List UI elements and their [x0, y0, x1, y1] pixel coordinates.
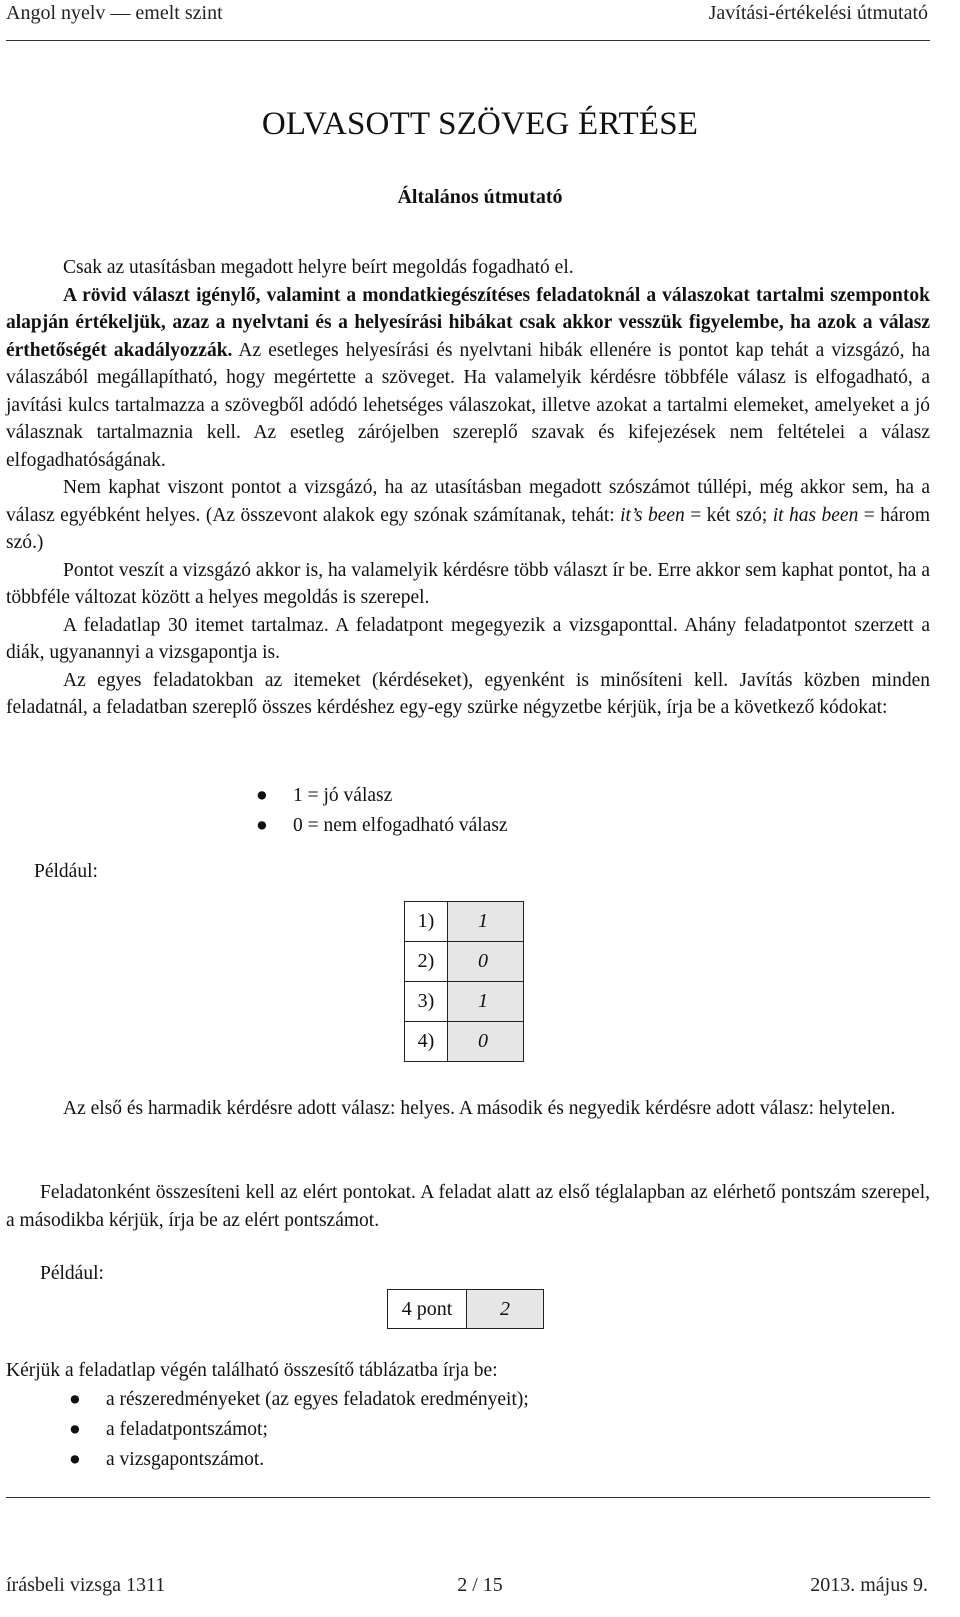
paragraph-3-b: = két szó; — [684, 504, 773, 526]
item-number: 4) — [405, 1022, 448, 1062]
footer-left: írásbeli vizsga 1311 — [6, 1574, 166, 1596]
table-row — [405, 902, 524, 942]
bullet-icon: ● — [69, 1449, 81, 1470]
example-label: Például: — [34, 861, 98, 882]
after-table-text: Az első és harmadik kérdésre adott válasz: helyes. A második és negyedik kérdésre adott válasz: helytelen. — [63, 1098, 896, 1119]
item-score-cell: 1 — [448, 982, 524, 1022]
footer-date: 2013. május 9. — [810, 1574, 928, 1596]
bullet-icon: ● — [69, 1419, 81, 1440]
table-row — [405, 942, 524, 982]
summary-text: Feladatonként összesíteni kell az elért pontokat. A feladat alatt az első téglalapban az elérhető pontszám szerepel, a másodikba kérjük, írja be az elért pontszámot. — [6, 1182, 930, 1231]
final-item-text: a vizsgapontszámot. — [106, 1449, 265, 1470]
final-intro: Kérjük a feladatlap végén található összesítő táblázatba írja be: — [6, 1360, 498, 1381]
item-score-cell: 0 — [448, 1022, 524, 1062]
paragraph-2-rest: Az esetleges helyesírási és nyelvtani hibák ellenére is pontot kap tehát a vizsgázó, ha válaszából megállapítható, hogy megértette a szöveget. Ha valamelyik kérdésre többféle válasz is elfogadható, a javítási kulcs tartalmazza a szövegből adódó lehetséges válaszokat, illetve azokat a tartalmi elemeket, amelyeket a jó válasznak tartalmaznia kell. Az esetleg zárójelben szereplő szavak és kifejezések nem feltételei a válasz elfogadhatóságának. — [6, 339, 931, 471]
paragraph-3-example-2: it has been — [772, 504, 859, 526]
code-item-text: 0 = nem elfogadható válasz — [293, 815, 508, 836]
points-box — [387, 1289, 544, 1329]
header-left: Angol nyelv — emelt szint — [6, 2, 223, 24]
item-score-cell: 0 — [448, 942, 524, 982]
after-table-para — [6, 1095, 930, 1123]
earned-points-cell: 2 — [467, 1290, 544, 1329]
table-row — [405, 982, 524, 1022]
item-number: 1) — [405, 902, 448, 942]
paragraph-4: Pontot veszít a vizsgázó akkor is, ha valamelyik kérdésre több választ ír be. Erre akkor sem kaphat pontot, ha a többféle változat között a helyes megoldás is szerepel. — [6, 559, 930, 608]
example-label-2: Például: — [40, 1263, 104, 1284]
paragraph-6: Az egyes feladatokban az itemeket (kérdéseket), egyenként is minősíteni kell. Javítás közben minden feladatnál, a feladatban szereplő összes kérdéshez egy-egy szürke négyzetbe kérjük, írja be a következő kódokat: — [6, 669, 930, 718]
instructions-body — [6, 254, 930, 722]
page-number: 2 / 15 — [457, 1574, 503, 1596]
paragraph-5: A feladatlap 30 itemet tartalmaz. A feladatpont megegyezik a vizsgaponttal. Ahány feladatpontot szerzett a diák, ugyanannyi a vizsgapontja is. — [6, 614, 930, 663]
page-title: OLVASOTT SZÖVEG ÉRTÉSE — [261, 106, 699, 142]
item-number: 2) — [405, 942, 448, 982]
bullet-icon: ● — [69, 1389, 81, 1410]
item-score-cell: 1 — [448, 902, 524, 942]
final-item-text: a feladatpontszámot; — [106, 1419, 268, 1440]
paragraph-2 — [6, 282, 930, 475]
max-points-cell: 4 pont — [388, 1290, 467, 1329]
item-number: 3) — [405, 982, 448, 1022]
paragraph-3-c: = három szó.) — [6, 504, 931, 553]
bullet-icon: ● — [256, 785, 268, 806]
table-row — [405, 1022, 524, 1062]
summary-para — [6, 1179, 930, 1234]
footer-rule — [6, 1497, 930, 1498]
page-subtitle: Általános útmutató — [397, 186, 563, 208]
paragraph-3 — [6, 474, 930, 557]
paragraph-3-example-1: it’s been — [620, 504, 685, 526]
header-rule — [6, 40, 930, 41]
paragraph-1: Csak az utasításban megadott helyre beírt megoldás fogadható el. — [63, 257, 574, 278]
header-right: Javítási-értékelési útmutató — [708, 2, 928, 24]
code-item-text: 1 = jó válasz — [293, 785, 393, 806]
example-score-table — [404, 901, 524, 1062]
final-item-text: a részeredményeket (az egyes feladatok eredményeit); — [106, 1389, 529, 1410]
table-row — [388, 1290, 544, 1329]
bullet-icon: ● — [256, 815, 268, 836]
paragraph-2-bold: A rövid választ igénylő, valamint a mondatkiegészítéses feladatoknál a válaszokat tartalmi szempontok alapján értékeljük, azaz a nyelvtani és a helyesírási hibákat csak akkor vesszük figyelembe, ha azok a válasz érthetőségét akadályozzák. — [6, 284, 930, 361]
paragraph-3-a: Nem kaphat viszont pontot a vizsgázó, ha az utasításban megadott szószámot túllépi, még akkor sem, ha a válasz egyébként helyes. (Az összevont alakok egy szónak számítanak, tehát: — [6, 477, 930, 526]
